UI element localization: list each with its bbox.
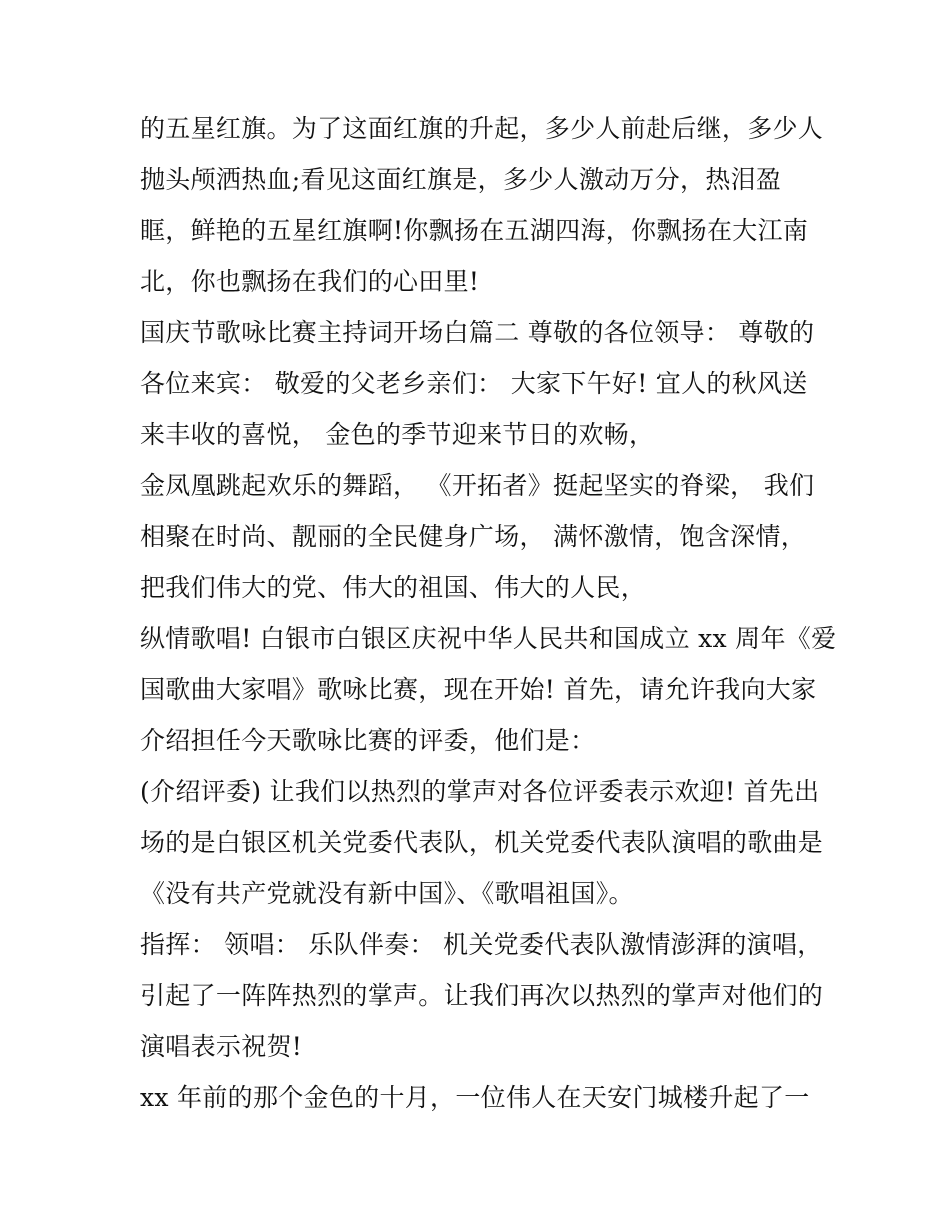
text-line: 指挥： 领唱： 乐队伴奏： 机关党委代表队激情澎湃的演唱， [140, 930, 823, 959]
text-line: 演唱表示祝贺! [140, 1032, 303, 1061]
text-line: 各位来宾： 敬爱的父老乡亲们： 大家下午好! 宜人的秋风送 [140, 369, 808, 398]
text-line: 场的是白银区机关党委代表队，机关党委代表队演唱的歌曲是 [140, 828, 824, 857]
text-line: 引起了一阵阵热烈的掌声。让我们再次以热烈的掌声对他们的 [140, 981, 824, 1010]
text-line: 北，你也飘扬在我们的心田里! [140, 267, 480, 296]
text-line: 国歌曲大家唱》歌咏比赛，现在开始! 首先，请允许我向大家 [140, 675, 817, 704]
body-text [140, 103, 840, 1123]
text-line: 的五星红旗。为了这面红旗的升起，多少人前赴后继，多少人 [140, 114, 824, 143]
text-line: 介绍担任今天歌咏比赛的评委，他们是： [140, 726, 596, 755]
text-line: 相聚在时尚、靓丽的全民健身广场， 满怀激情，饱含深情， [140, 522, 807, 551]
text-line: xx 年前的那个金色的十月，一位伟人在天安门城楼升起了一 [140, 1083, 810, 1112]
text-line: 《没有共产党就没有新中国》、《歌唱祖国》。 [140, 879, 634, 908]
text-line: 把我们伟大的党、伟大的祖国、伟大的人民， [140, 573, 647, 602]
text-line: (介绍评委) 让我们以热烈的掌声对各位评委表示欢迎! 首先出 [140, 777, 820, 806]
text-line: 金凤凰跳起欢乐的舞蹈， 《开拓者》挺起坚实的脊梁， 我们 [140, 471, 815, 500]
text-line: 眶，鲜艳的五星红旗啊!你飘扬在五湖四海，你飘扬在大江南 [140, 216, 809, 245]
text-line: 抛头颅洒热血;看见这面红旗是，多少人激动万分，热泪盈 [140, 165, 782, 194]
text-line: 来丰收的喜悦， 金色的季节迎来节日的欢畅， [140, 420, 655, 449]
text-line: 纵情歌唱! 白银市白银区庆祝中华人民共和国成立 xx 周年《爱 [140, 624, 837, 653]
text-line: 国庆节歌咏比赛主持词开场白篇二 尊敬的各位领导： 尊敬的 [140, 318, 815, 347]
